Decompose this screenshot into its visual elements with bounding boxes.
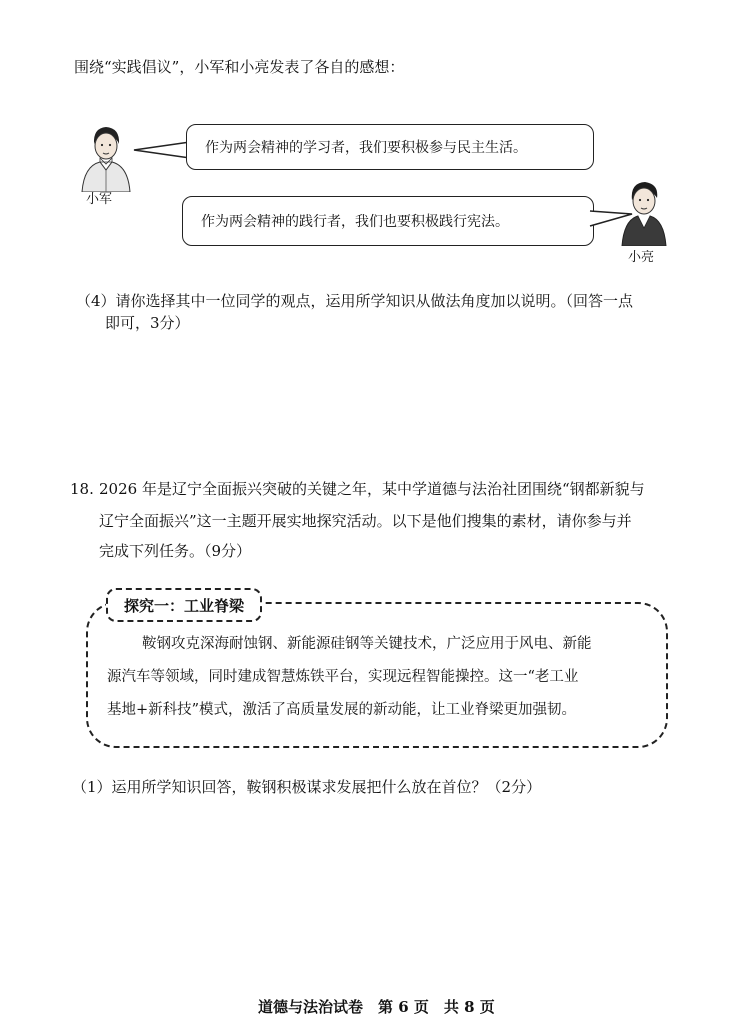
- xiaoliang-speech-bubble: [182, 196, 594, 246]
- question4-line1: （4）请你选择其中一位同学的观点，运用所学知识从做法角度加以说明。（回答一点: [76, 292, 634, 310]
- question18-line2: 辽宁全面振兴”这一主题开展实地探究活动。以下是他们搜集的素材，请你参与并: [99, 512, 632, 530]
- explore1-line2: 源汽车等领域，同时建成智慧炼铁平台，实现远程智能操控。这一“老工业: [107, 669, 579, 685]
- xiaojun-illustration: [76, 122, 136, 192]
- page-footer: 道德与法治试卷 第 6 页 共 8 页: [258, 998, 495, 1016]
- xiaoliang-speech-text: 作为两会精神的践行者，我们也要积极践行宪法。: [201, 214, 509, 230]
- explore1-title-tag: [106, 588, 262, 622]
- xiaoliang-name: 小亮: [628, 250, 655, 265]
- explore1-line3: 基地+新科技”模式，激活了高质量发展的新动能，让工业脊梁更加强韧。: [107, 702, 577, 718]
- subquestion1-text: （1）运用所学知识回答，鞍钢积极谋求发展把什么放在首位？（2分）: [72, 778, 542, 796]
- xiaojun-name: 小军: [86, 192, 113, 207]
- question18-number: 18.: [70, 480, 94, 498]
- xiaoliang-illustration: [614, 178, 674, 246]
- question18-line3: 完成下列任务。（9分）: [99, 542, 252, 560]
- explore1-line1: 鞍钢攻克深海耐蚀钢、新能源硅钢等关键技术，广泛应用于风电、新能: [142, 636, 592, 652]
- xiaojun-bubble-tail: [132, 138, 192, 162]
- intro-text: 围绕“实践倡议”，小军和小亮发表了各自的感想：: [74, 58, 405, 76]
- xiaojun-speech-bubble: [186, 124, 594, 170]
- question18-line1: 2026 年是辽宁全面振兴突破的关键之年，某中学道德与法治社团围绕“钢都新貌与: [99, 480, 645, 498]
- xiaojun-speech-text: 作为两会精神的学习者，我们要积极参与民主生活。: [205, 140, 527, 156]
- explore1-title: 探究一：工业脊梁: [123, 596, 244, 615]
- question4-line2: 即可，3分）: [105, 314, 190, 332]
